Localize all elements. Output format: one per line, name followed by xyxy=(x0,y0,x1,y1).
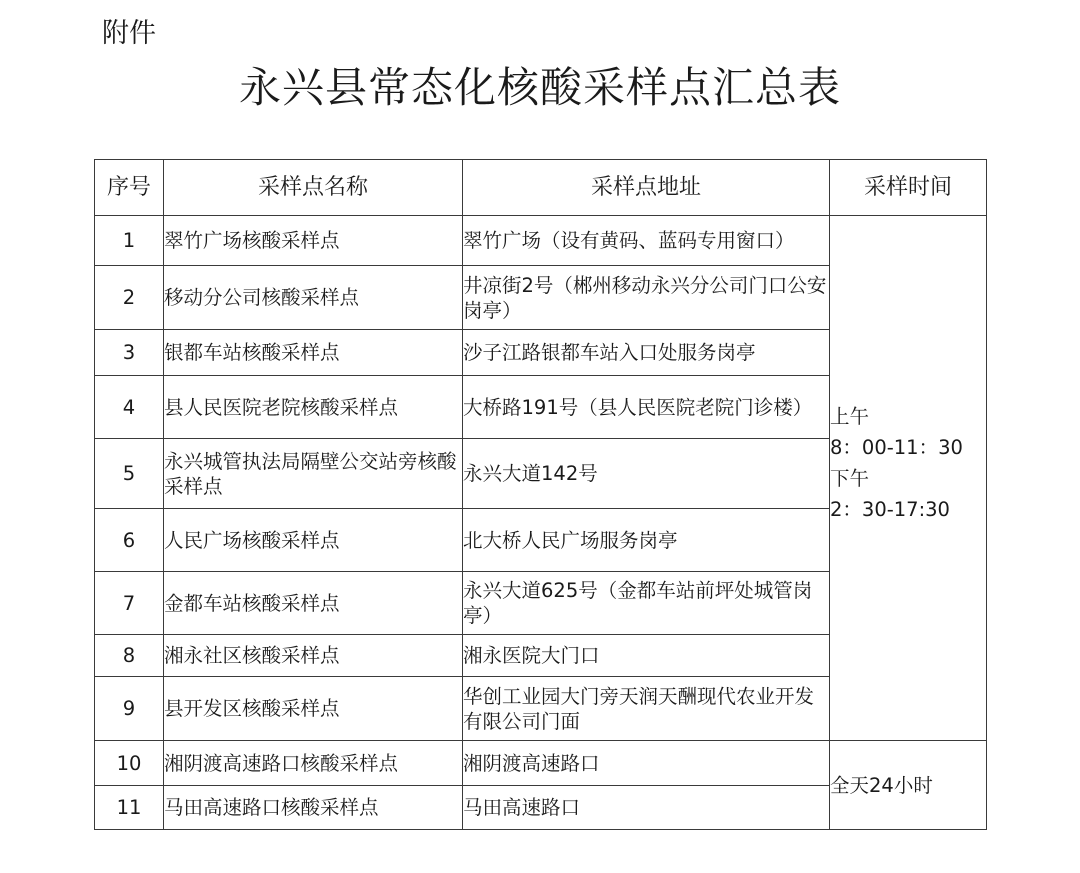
row-address: 湘永医院大门口 xyxy=(463,635,830,677)
row-name: 马田高速路口核酸采样点 xyxy=(164,786,463,830)
time-cell-allday: 全天24小时 xyxy=(830,741,987,830)
table-header-row xyxy=(95,160,987,216)
row-name: 金都车站核酸采样点 xyxy=(164,572,463,635)
header-time: 采样时间 xyxy=(830,160,987,216)
row-address: 华创工业园大门旁天润天酬现代农业开发有限公司门面 xyxy=(463,677,830,741)
row-no: 5 xyxy=(95,439,164,509)
row-name: 县开发区核酸采样点 xyxy=(164,677,463,741)
time-morning-range: 8：00-11：30 xyxy=(830,436,963,459)
row-name: 银都车站核酸采样点 xyxy=(164,330,463,376)
row-no: 11 xyxy=(95,786,164,830)
row-address: 沙子江路银都车站入口处服务岗亭 xyxy=(463,330,830,376)
row-no: 4 xyxy=(95,376,164,439)
time-afternoon-label: 下午 xyxy=(830,467,870,490)
table-row xyxy=(95,741,987,786)
sampling-points-table xyxy=(94,159,987,830)
header-no: 序号 xyxy=(95,160,164,216)
time-spacer xyxy=(830,525,986,555)
time-cell-daytime xyxy=(830,216,987,741)
row-address: 北大桥人民广场服务岗亭 xyxy=(463,509,830,572)
row-address: 翠竹广场（设有黄码、蓝码专用窗口） xyxy=(463,216,830,266)
page-title: 永兴县常态化核酸采样点汇总表 xyxy=(238,63,841,112)
row-name: 湘永社区核酸采样点 xyxy=(164,635,463,677)
row-address: 马田高速路口 xyxy=(463,786,830,830)
time-afternoon-range: 2：30-17:30 xyxy=(830,498,950,521)
table-row xyxy=(95,216,987,266)
row-address: 永兴大道142号 xyxy=(463,439,830,509)
row-address: 湘阴渡高速路口 xyxy=(463,741,830,786)
row-no: 6 xyxy=(95,509,164,572)
row-no: 7 xyxy=(95,572,164,635)
row-no: 9 xyxy=(95,677,164,741)
row-name: 永兴城管执法局隔壁公交站旁核酸采样点 xyxy=(164,439,463,509)
row-name: 移动分公司核酸采样点 xyxy=(164,266,463,330)
row-name: 县人民医院老院核酸采样点 xyxy=(164,376,463,439)
header-name: 采样点名称 xyxy=(164,160,463,216)
row-no: 2 xyxy=(95,266,164,330)
row-address: 大桥路191号（县人民医院老院门诊楼） xyxy=(463,376,830,439)
time-morning-label: 上午 xyxy=(830,405,870,428)
row-no: 8 xyxy=(95,635,164,677)
row-name: 翠竹广场核酸采样点 xyxy=(164,216,463,266)
attachment-label: 附件 xyxy=(102,18,156,49)
row-name: 人民广场核酸采样点 xyxy=(164,509,463,572)
row-no: 10 xyxy=(95,741,164,786)
row-address: 井凉街2号（郴州移动永兴分公司门口公安岗亭） xyxy=(463,266,830,330)
row-address: 永兴大道625号（金都车站前坪处城管岗亭） xyxy=(463,572,830,635)
row-no: 1 xyxy=(95,216,164,266)
row-name: 湘阴渡高速路口核酸采样点 xyxy=(164,741,463,786)
header-address: 采样点地址 xyxy=(463,160,830,216)
row-no: 3 xyxy=(95,330,164,376)
